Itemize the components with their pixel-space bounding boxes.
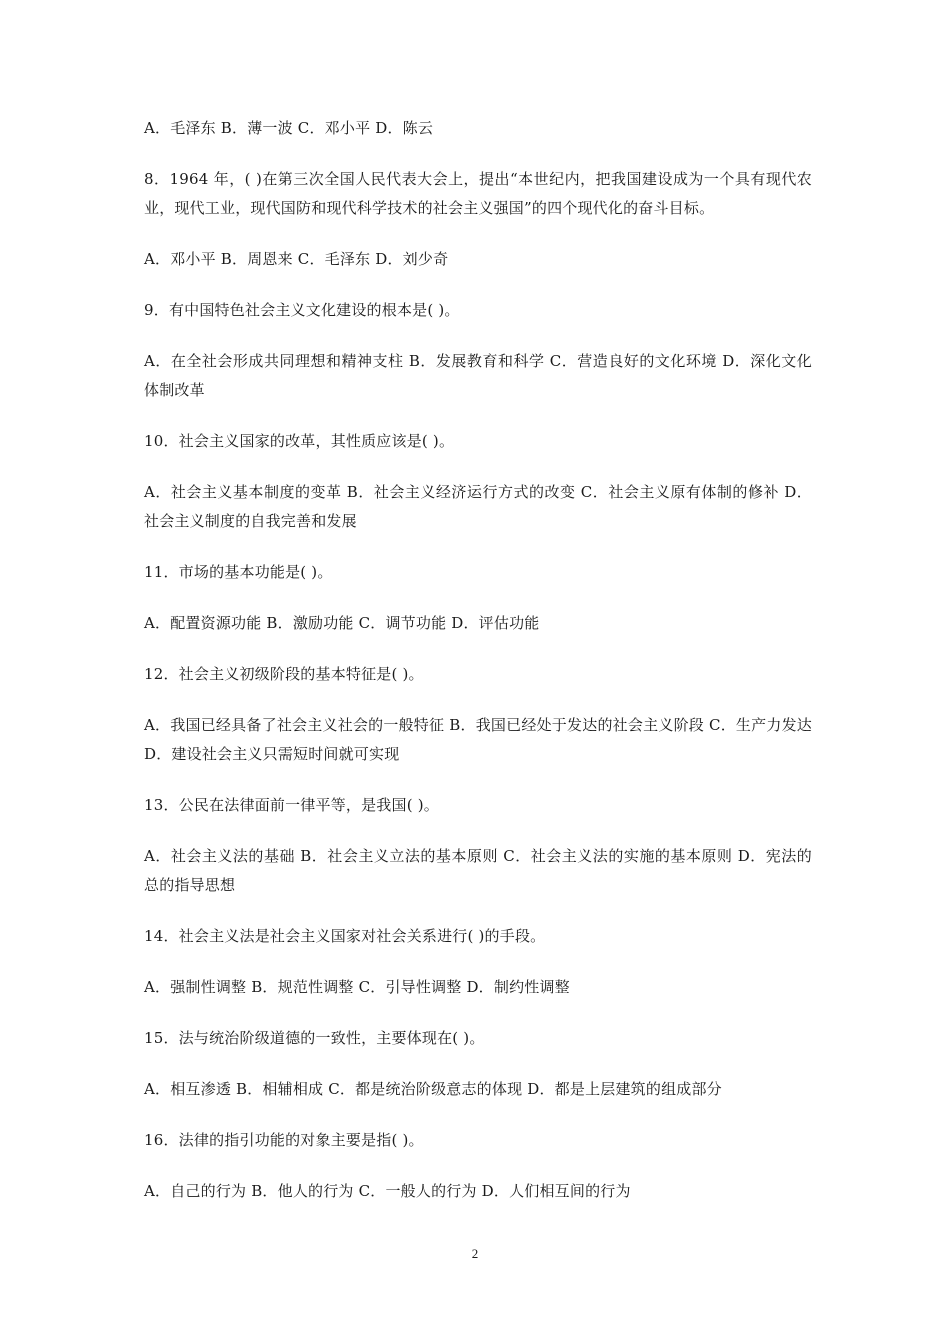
answer-options-q16: A．自己的行为 B．他人的行为 C．一般人的行为 D．人们相互间的行为 (144, 1182, 631, 1200)
question-16: 16．法律的指引功能的对象主要是指( )。 (144, 1131, 424, 1149)
question-11: 11．市场的基本功能是( )。 (144, 563, 333, 581)
page-content (144, 114, 812, 1228)
answer-options-q13: A．社会主义法的基础 B．社会主义立法的基本原则 C．社会主义法的实施的基本原则 D．宪法的总的指导思想 (144, 847, 812, 894)
answer-options-q12: A．我国已经具备了社会主义社会的一般特征 B．我国已经处于发达的社会主义阶段 C．生产力发达 D．建设社会主义只需短时间就可实现 (144, 716, 812, 763)
question-10: 10．社会主义国家的改革，其性质应该是( )。 (144, 432, 455, 450)
question-14: 14．社会主义法是社会主义国家对社会关系进行( )的手段。 (144, 927, 546, 945)
answer-options-q8: A．邓小平 B．周恩来 C．毛泽东 D．刘少奇 (144, 250, 449, 268)
question-15: 15．法与统治阶级道德的一致性，主要体现在( )。 (144, 1029, 485, 1047)
answer-options-q14: A．强制性调整 B．规范性调整 C．引导性调整 D．制约性调整 (144, 978, 570, 996)
answer-options-q7: A．毛泽东 B．薄一波 C．邓小平 D．陈云 (144, 119, 434, 137)
question-12: 12．社会主义初级阶段的基本特征是( )。 (144, 665, 424, 683)
page-number: 2 (471, 1246, 479, 1261)
answer-options-q10: A．社会主义基本制度的变革 B．社会主义经济运行方式的改变 C．社会主义原有体制的修补 D．社会主义制度的自我完善和发展 (144, 483, 812, 530)
question-8: 8．1964 年，( )在第三次全国人民代表大会上，提出“本世纪内，把我国建设成为一个具有现代农业，现代工业，现代国防和现代科学技术的社会主义强国”的四个现代化的奋斗目标。 (144, 170, 812, 217)
answer-options-q11: A．配置资源功能 B．激励功能 C．调节功能 D．评估功能 (144, 614, 540, 632)
question-13: 13．公民在法律面前一律平等，是我国( )。 (144, 796, 439, 814)
question-9: 9．有中国特色社会主义文化建设的根本是( )。 (144, 301, 460, 319)
answer-options-q15: A．相互渗透 B．相辅相成 C．都是统治阶级意志的体现 D．都是上层建筑的组成部分 (144, 1080, 722, 1098)
answer-options-q9: A．在全社会形成共同理想和精神支柱 B．发展教育和科学 C．营造良好的文化环境 D．深化文化体制改革 (144, 352, 812, 399)
